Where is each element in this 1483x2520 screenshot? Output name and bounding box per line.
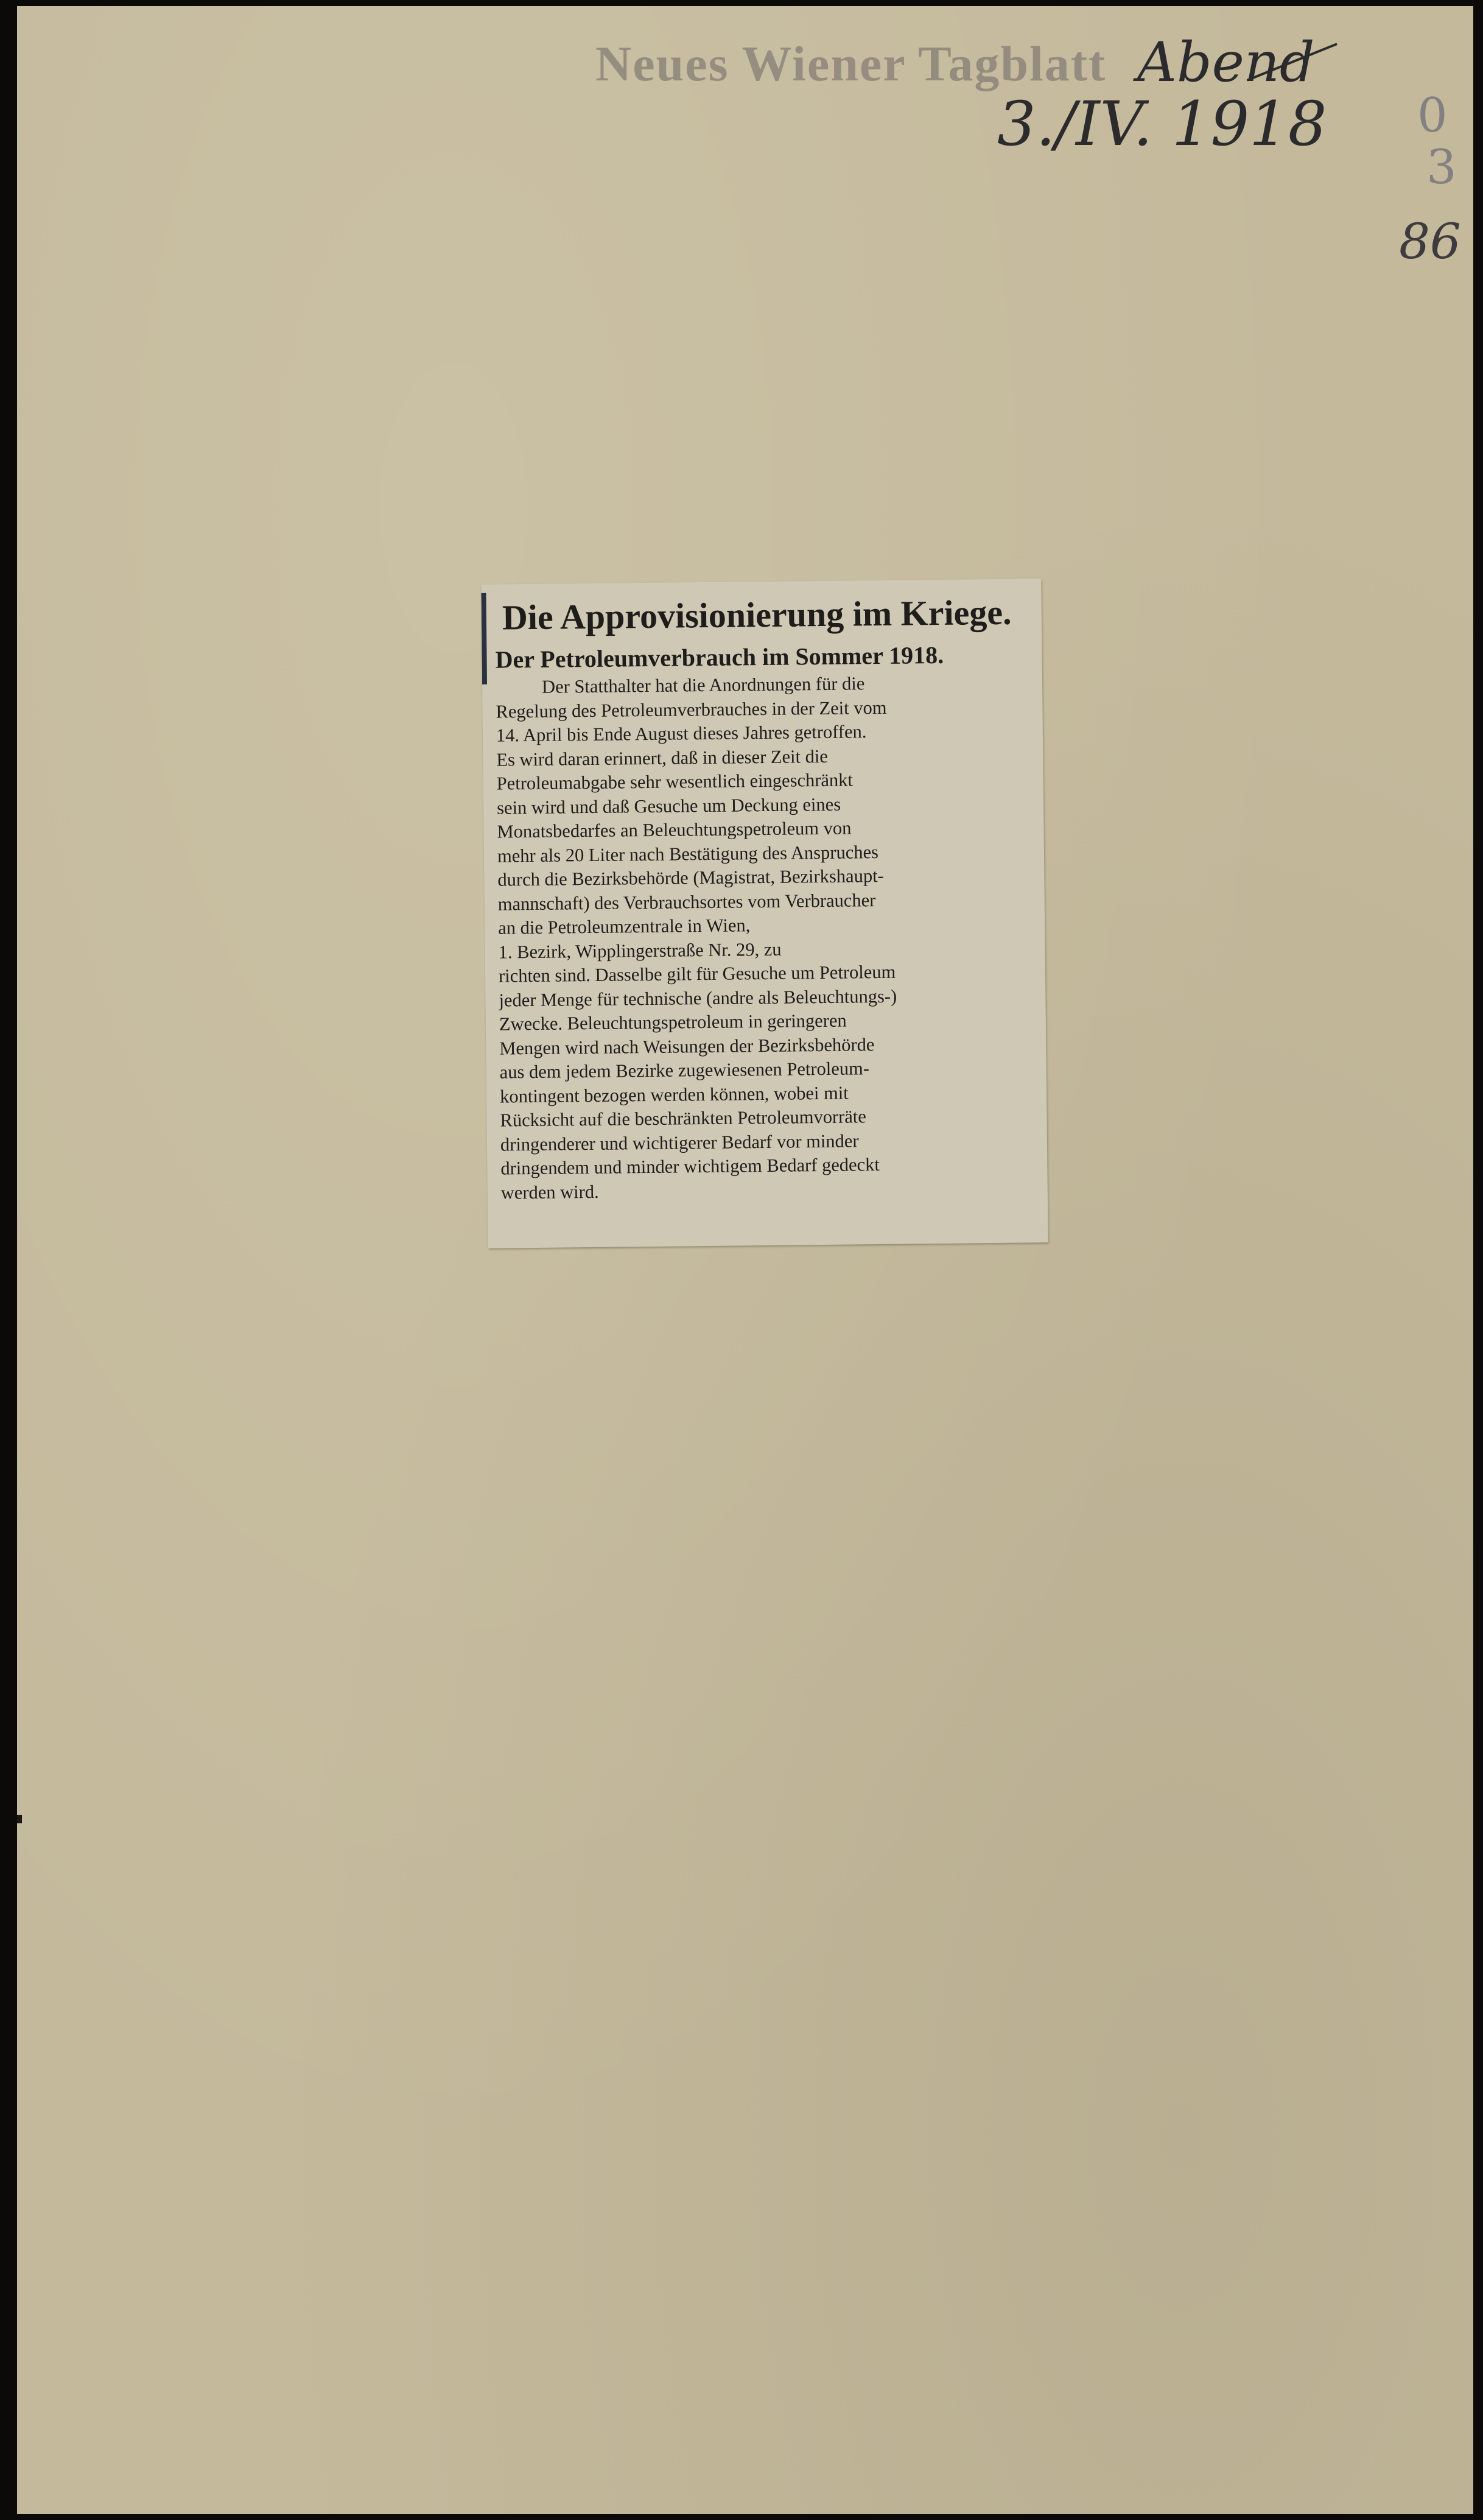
clipping-line: durch die Bezirksbehörde (Magistrat, Bezirkshaupt- — [497, 865, 884, 890]
clipping-line: mannschaft) des Verbrauchsortes vom Verbraucher — [497, 889, 876, 915]
clipping-line: Petroleumabgabe sehr wesentlich eingeschränkt — [496, 769, 854, 794]
clipping-edge-mark — [481, 593, 487, 685]
folio-number: 86 — [1399, 213, 1461, 270]
clipping-body — [496, 670, 1043, 1205]
clipping-line: sein wird und daß Gesuche um Deckung eines — [496, 794, 841, 818]
clipping-line: Der Statthalter hat die Anordnungen für die — [541, 673, 865, 697]
clipping-line: kontingent bezogen werden können, wobei mit — [499, 1082, 849, 1107]
newspaper-stamp: Neues Wiener Tagblatt — [595, 36, 1107, 91]
clipping-line: aus dem jedem Bezirke zugewiesenen Petroleum- — [499, 1058, 870, 1083]
clipping-line: Es wird daran erinnert, daß in dieser Zeit die — [496, 745, 829, 770]
clipping-line: 14. April bis Ende August dieses Jahres getroffen. — [496, 721, 867, 746]
clipping-line: Monatsbedarfes an Beleuchtungspetroleum von — [497, 817, 852, 842]
newspaper-clipping — [481, 579, 1048, 1248]
clipping-line: dringendem und minder wichtigem Bedarf gedeckt — [500, 1154, 880, 1179]
clipping-line: dringenderer und wichtigerer Bedarf vor minder — [500, 1130, 859, 1155]
clipping-line: Rücksicht auf die beschränkten Petroleumvorräte — [500, 1106, 867, 1131]
clipping-headline: Die Approvisionierung im Kriege. — [502, 592, 1012, 638]
clipping-line: Zwecke. Beleuchtungspetroleum in geringeren — [499, 1010, 847, 1035]
clipping-line: richten sind. Dasselbe gilt für Gesuche um Petroleum — [498, 961, 896, 987]
handwritten-date: 3./IV. 1918 — [997, 88, 1327, 160]
pencil-mark: 0 — [1417, 88, 1448, 143]
clipping-line: an die Petroleumzentrale in Wien, — [498, 915, 751, 938]
archive-sheet — [17, 6, 1473, 2514]
clipping-line: Mengen wird nach Weisungen der Bezirksbehörde — [499, 1033, 875, 1059]
clipping-subheadline: Der Petroleumverbrauch im Sommer 1918. — [495, 641, 944, 674]
clipping-line: mehr als 20 Liter nach Bestätigung des Anspruches — [497, 841, 879, 867]
clipping-line: werden wird. — [500, 1181, 599, 1203]
handwritten-edition: Abend — [1137, 30, 1315, 94]
clipping-line: 1. Bezirk, Wipplingerstraße Nr. 29, zu — [498, 938, 782, 963]
clipping-line: jeder Menge für technische (andre als Beleuchtungs-) — [499, 985, 897, 1011]
clipping-line: Regelung des Petroleumverbrauches in der Zeit vom — [496, 697, 887, 722]
edge-mark — [17, 1815, 22, 1823]
pencil-mark: 3 — [1426, 140, 1457, 195]
